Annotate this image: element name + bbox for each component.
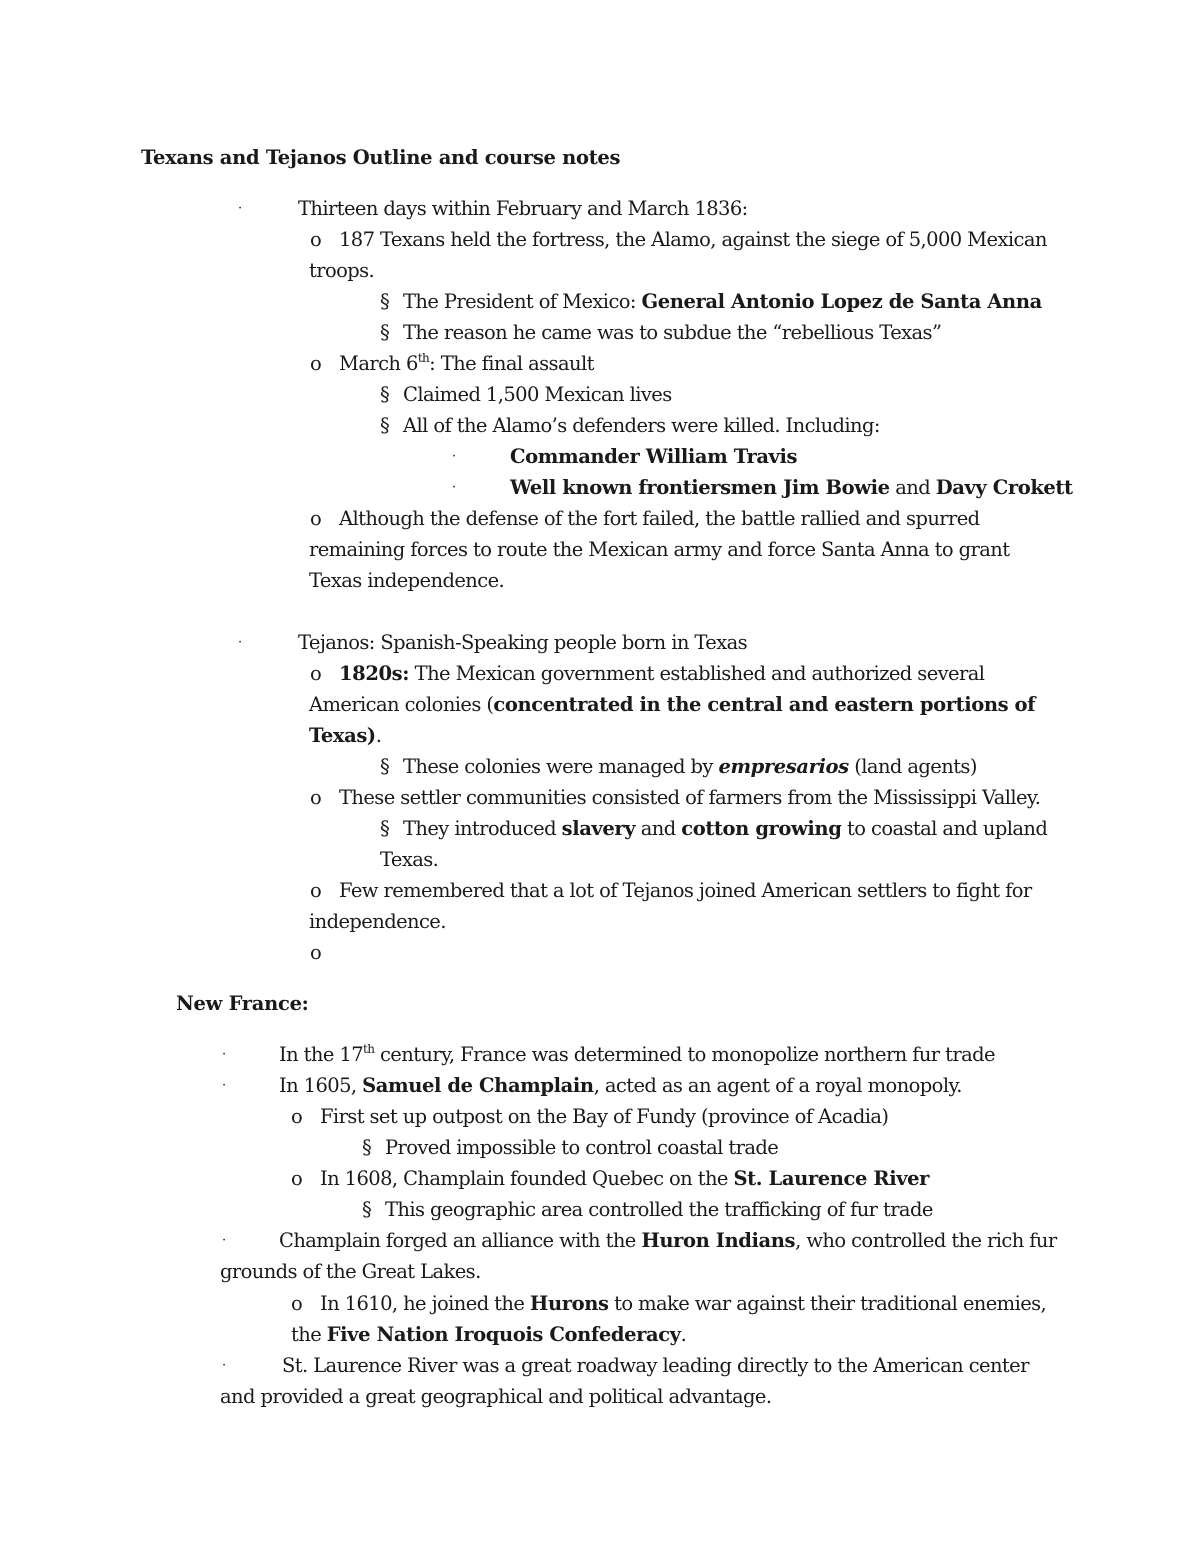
- sub-item: First set up outpost on the Bay of Fundy (province of Acadia): [320, 1105, 889, 1128]
- sub-item: In 1610, he joined the Hurons to make war against their traditional enemies,: [320, 1292, 1047, 1315]
- sub-item: 1820s: The Mexican government established and authorized several: [339, 662, 985, 685]
- section-marker: §: [380, 383, 390, 406]
- sub-sub-item: This geographic area controlled the trafficking of fur trade: [385, 1198, 933, 1221]
- document-title: Texans and Tejanos Outline and course notes: [141, 146, 621, 169]
- level4-item: Commander William Travis: [510, 445, 798, 468]
- sub-item-continued: independence.: [309, 910, 446, 933]
- section-marker: §: [380, 321, 390, 344]
- sub-item: Although the defense of the fort failed, the battle rallied and spurred: [339, 507, 980, 530]
- sub-item-continued: American colonies (concentrated in the central and eastern portions of: [309, 693, 1036, 716]
- section-marker: §: [380, 817, 390, 840]
- bullet-marker: ·: [452, 449, 457, 464]
- section-marker: §: [380, 290, 390, 313]
- sub-item: March 6th: The final assault: [339, 351, 594, 375]
- level4-item: Well known frontiersmen Jim Bowie and Davy Crokett: [510, 476, 1073, 499]
- section-marker: §: [380, 414, 390, 437]
- sub-sub-item: They introduced slavery and cotton growing to coastal and upland: [403, 817, 1048, 840]
- circle-marker: o: [291, 1292, 303, 1315]
- sub-item: These settler communities consisted of farmers from the Mississippi Valley.: [339, 786, 1041, 809]
- sub-sub-item: These colonies were managed by empresarios (land agents): [403, 755, 977, 778]
- sub-item-continued: remaining forces to route the Mexican army and force Santa Anna to grant: [309, 538, 1010, 561]
- circle-marker: o: [291, 1105, 303, 1128]
- bullet-marker: ·: [238, 635, 243, 650]
- sub-item-continued: Texas).: [309, 724, 382, 747]
- bullet-item: Thirteen days within February and March 1836:: [298, 197, 748, 220]
- bullet-item: In the 17th century, France was determined to monopolize northern fur trade: [279, 1042, 995, 1066]
- sub-item: 187 Texans held the fortress, the Alamo, against the siege of 5,000 Mexican: [339, 228, 1047, 251]
- circle-marker: o: [310, 228, 322, 251]
- section-marker: §: [380, 755, 390, 778]
- sub-item-continued: Texas independence.: [309, 569, 505, 592]
- sub-sub-item: Proved impossible to control coastal trade: [385, 1136, 779, 1159]
- section-marker: §: [362, 1198, 372, 1221]
- sub-sub-item: Claimed 1,500 Mexican lives: [403, 383, 672, 406]
- section-marker: §: [362, 1136, 372, 1159]
- sub-sub-item: The President of Mexico: General Antonio Lopez de Santa Anna: [403, 290, 1042, 313]
- bullet-item: In 1605, Samuel de Champlain, acted as an agent of a royal monopoly.: [279, 1074, 962, 1097]
- circle-marker: o: [310, 786, 322, 809]
- bullet-marker: ·: [222, 1233, 227, 1248]
- bullet-item-continued: and provided a great geographical and political advantage.: [220, 1385, 772, 1408]
- bullet-item: Tejanos: Spanish-Speaking people born in Texas: [298, 631, 748, 654]
- circle-marker: o: [310, 352, 322, 375]
- circle-marker: o: [310, 941, 322, 964]
- sub-item-continued: troops.: [309, 259, 375, 282]
- circle-marker: o: [291, 1167, 303, 1190]
- sub-sub-item: All of the Alamo’s defenders were killed. Including:: [403, 414, 880, 437]
- bullet-marker: ·: [238, 201, 243, 216]
- bullet-marker: ·: [452, 480, 457, 495]
- sub-sub-item: The reason he came was to subdue the “rebellious Texas”: [403, 321, 942, 344]
- bullet-item: St. Laurence River was a great roadway leading directly to the American center: [282, 1354, 1029, 1377]
- sub-sub-item-continued: Texas.: [380, 848, 439, 871]
- sub-item-continued: the Five Nation Iroquois Confederacy.: [291, 1323, 687, 1346]
- sub-item: In 1608, Champlain founded Quebec on the St. Laurence River: [320, 1167, 930, 1190]
- circle-marker: o: [310, 507, 322, 530]
- circle-marker: o: [310, 879, 322, 902]
- sub-item: Few remembered that a lot of Tejanos joined American settlers to fight for: [339, 879, 1032, 902]
- bullet-marker: ·: [222, 1358, 227, 1373]
- section-heading: New France:: [176, 992, 309, 1015]
- bullet-item: Champlain forged an alliance with the Huron Indians, who controlled the rich fur: [279, 1229, 1057, 1252]
- bullet-item-continued: grounds of the Great Lakes.: [220, 1260, 481, 1283]
- circle-marker: o: [310, 662, 322, 685]
- bullet-marker: ·: [222, 1078, 227, 1093]
- bullet-marker: ·: [222, 1047, 227, 1062]
